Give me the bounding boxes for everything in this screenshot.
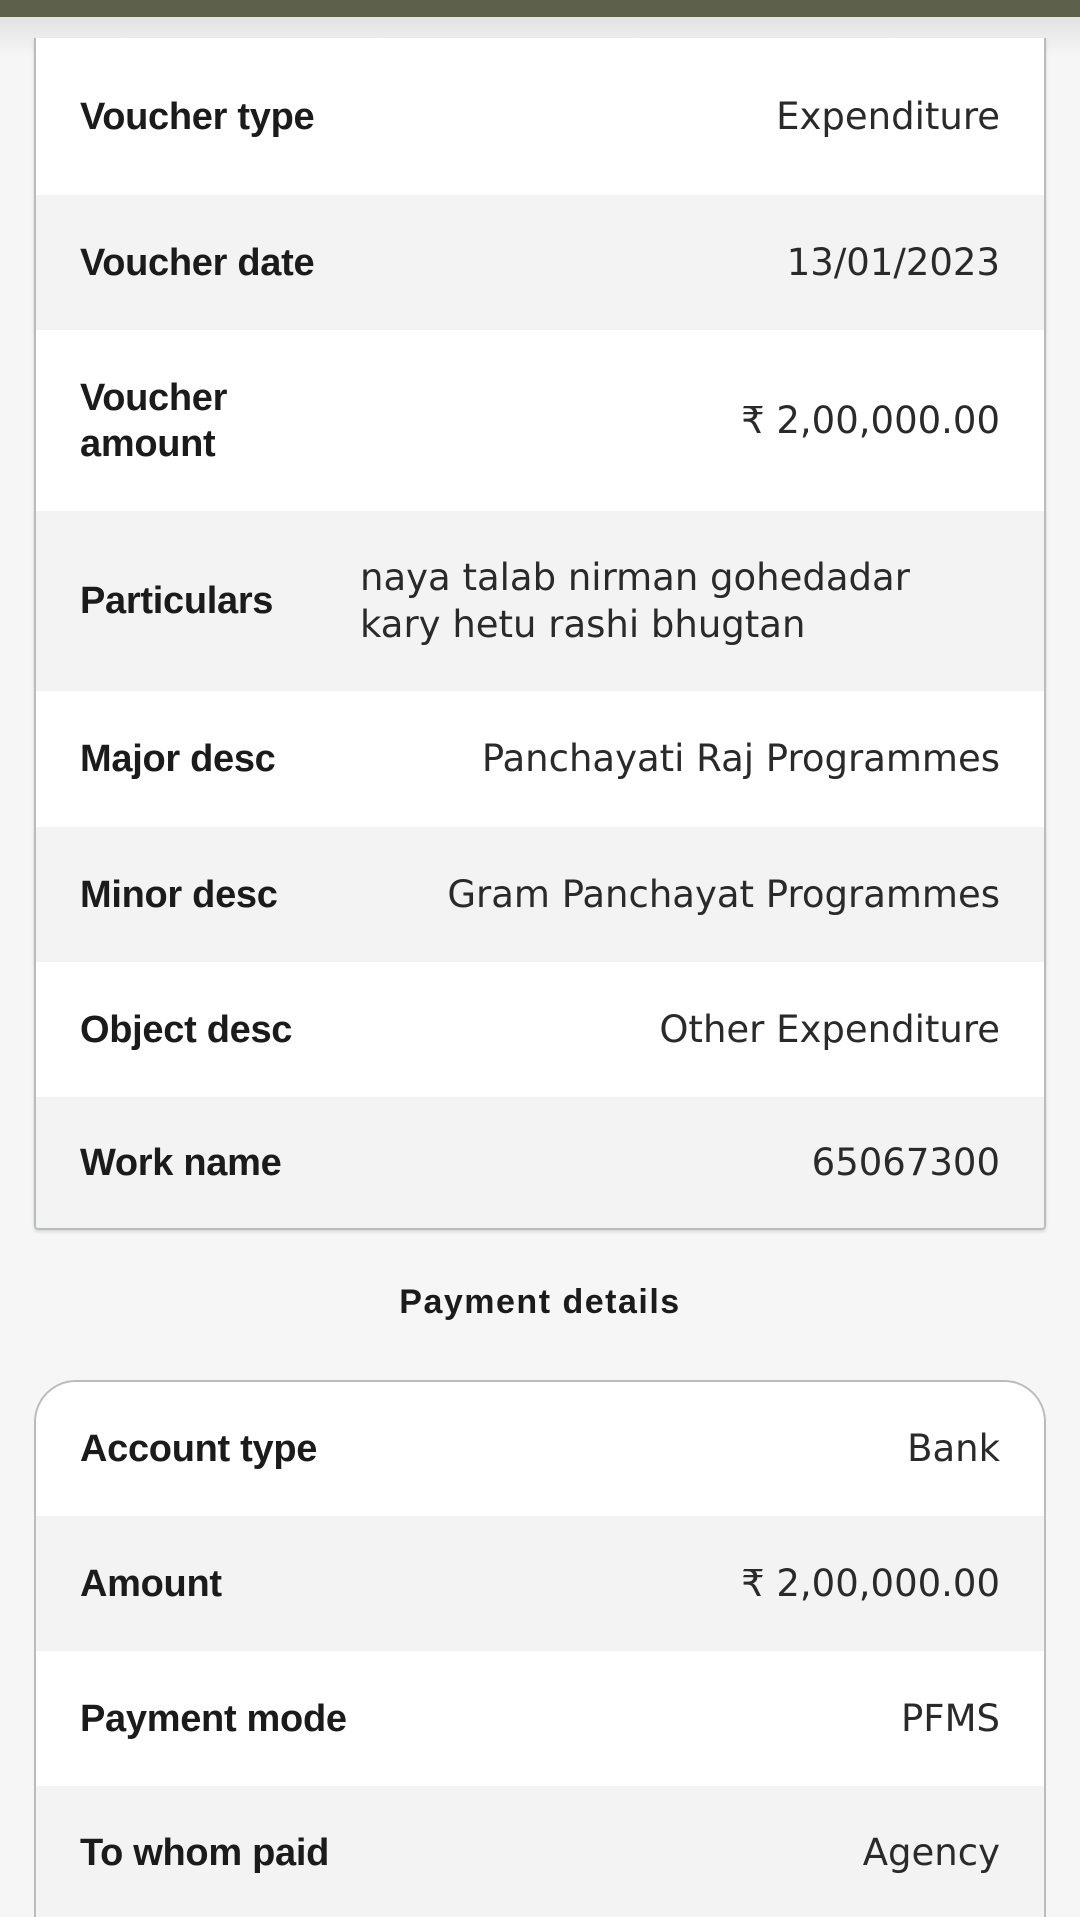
account-type-value: Bank	[907, 1427, 1000, 1470]
account-type-label: Account type	[80, 1428, 318, 1470]
major-desc-value: Panchayati Raj Programmes	[481, 737, 1000, 780]
payment-details-heading: Payment details	[399, 1283, 681, 1321]
voucher-type-value: Expenditure	[776, 94, 1000, 138]
object-desc-row	[36, 962, 1044, 1097]
work-name-label: Work name	[80, 1141, 282, 1184]
voucher-amount-label: Voucher amount	[80, 376, 228, 465]
status-bar	[0, 0, 1080, 17]
work-name-row	[36, 1097, 1044, 1228]
to-whom-paid-row	[36, 1786, 1044, 1917]
voucher-details-card	[34, 38, 1046, 1230]
voucher-amount-value: ₹ 2,00,000.00	[741, 398, 1000, 442]
particulars-row	[36, 511, 1044, 691]
voucher-date-label: Voucher date	[80, 241, 315, 284]
voucher-amount-row	[36, 330, 1044, 511]
particulars-value: naya talab nirman gohedadar kary hetu rashi bhugtan	[360, 556, 910, 646]
voucher-date-row	[36, 195, 1044, 330]
particulars-label: Particulars	[80, 580, 274, 622]
minor-desc-row	[36, 827, 1044, 962]
account-type-row	[36, 1382, 1044, 1516]
work-name-value: 65067300	[811, 1140, 1000, 1184]
payment-mode-value: PFMS	[900, 1696, 1000, 1740]
minor-desc-label: Minor desc	[80, 873, 278, 916]
major-desc-label: Major desc	[80, 738, 276, 780]
payment-mode-row	[36, 1651, 1044, 1786]
voucher-date-value: 13/01/2023	[786, 240, 1000, 284]
voucher-type-label: Voucher type	[80, 95, 315, 138]
amount-value: ₹ 2,00,000.00	[741, 1561, 1000, 1605]
minor-desc-value: Gram Panchayat Programmes	[447, 872, 1000, 916]
object-desc-value: Other Expenditure	[659, 1007, 1000, 1051]
payment-details-card	[34, 1380, 1046, 1917]
major-desc-row	[36, 691, 1044, 827]
voucher-type-row	[36, 38, 1044, 195]
amount-row	[36, 1516, 1044, 1651]
to-whom-paid-label: To whom paid	[80, 1831, 330, 1874]
amount-label: Amount	[80, 1562, 222, 1605]
object-desc-label: Object desc	[80, 1008, 293, 1051]
to-whom-paid-value: Agency	[862, 1830, 1000, 1874]
payment-mode-label: Payment mode	[80, 1697, 347, 1740]
